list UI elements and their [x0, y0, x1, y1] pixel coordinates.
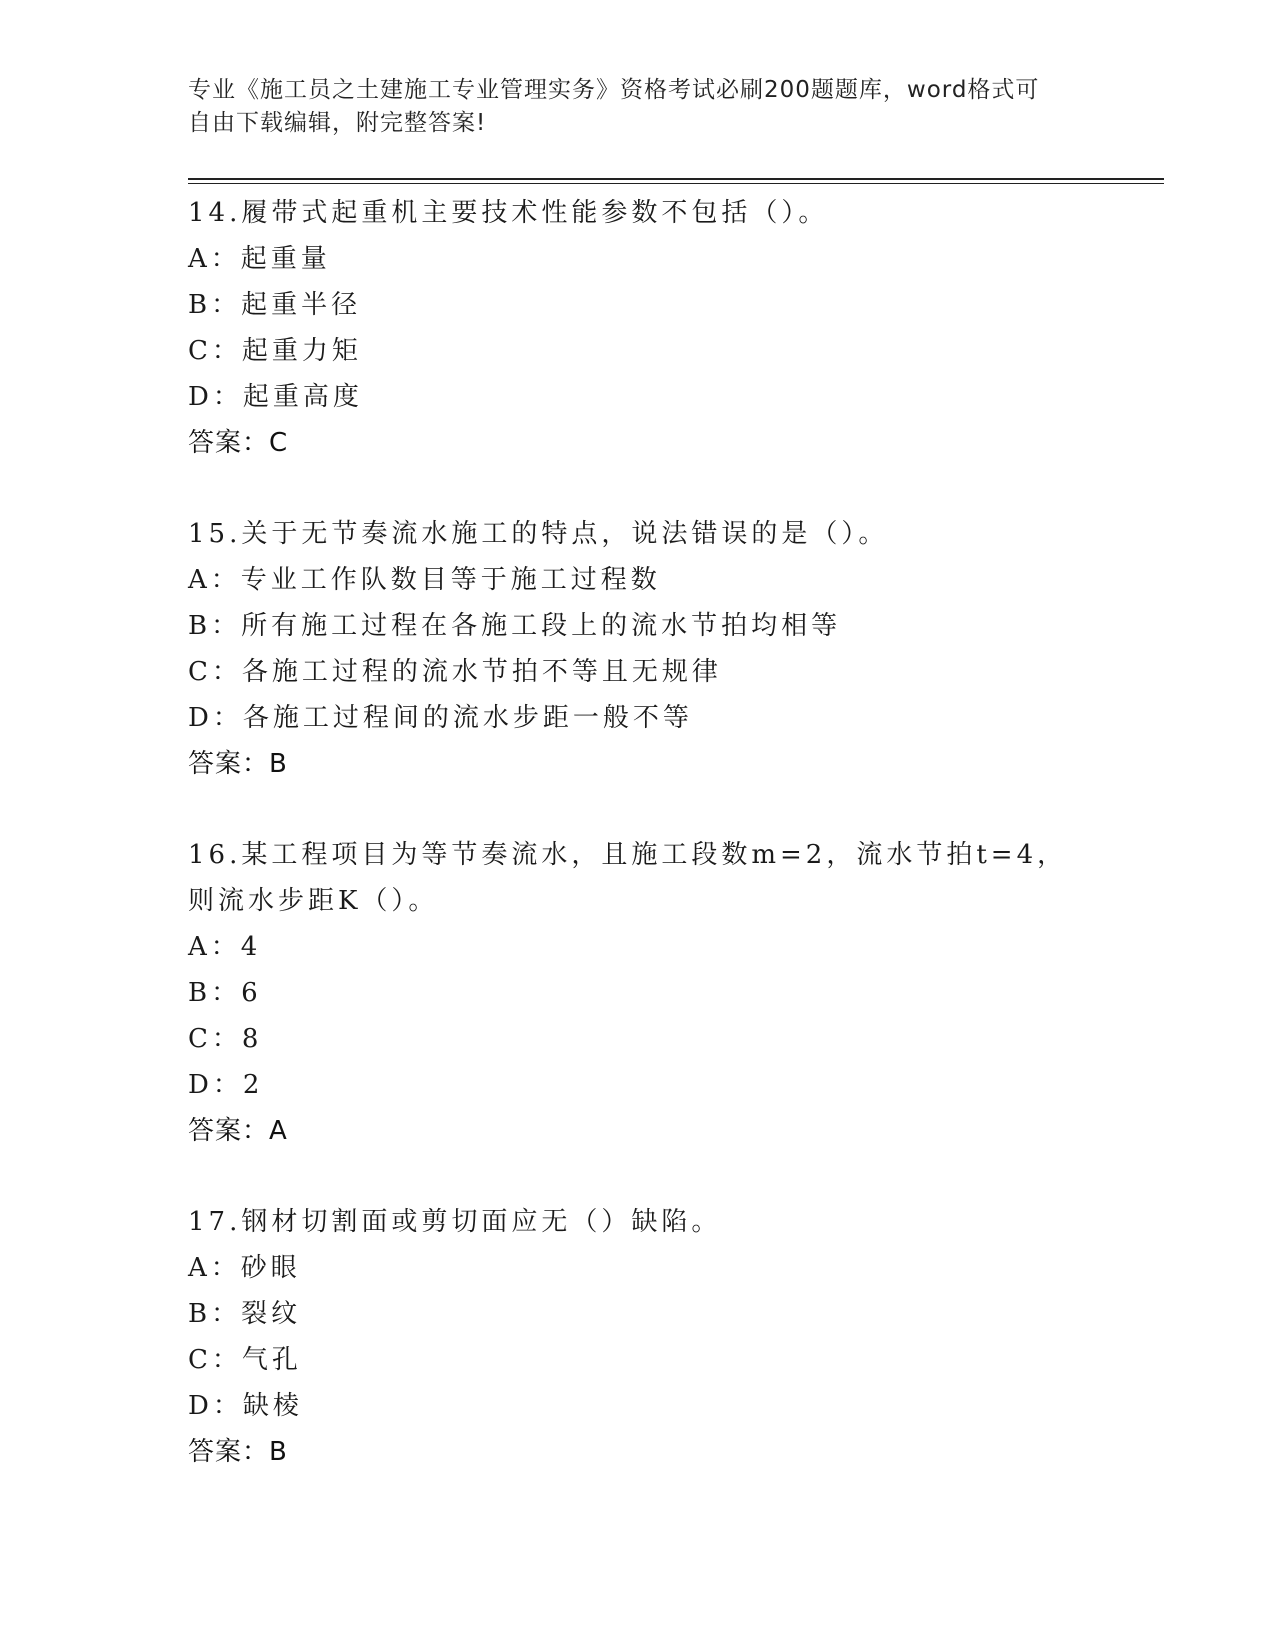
question-spacer — [188, 1154, 1088, 1199]
answer-line: 答案：B — [188, 749, 288, 779]
question-15 — [188, 511, 1088, 787]
question-17 — [188, 1199, 1088, 1475]
answer-line: 答案：A — [188, 1116, 288, 1146]
question-14 — [188, 190, 1088, 466]
question-stem: 16.某工程项目为等节奏流水，且施工段数m=2，流水节拍t=4，则流水步距K（）。 — [188, 840, 1068, 916]
document-header — [188, 74, 1078, 140]
question-stem: 17.钢材切割面或剪切面应无（）缺陷。 — [188, 1207, 722, 1237]
option-c: C：起重力矩 — [188, 336, 362, 366]
option-d: D：2 — [188, 1070, 264, 1100]
option-a: A：起重量 — [188, 244, 331, 274]
option-a: A：专业工作队数目等于施工过程数 — [188, 565, 661, 595]
question-stem: 14.履带式起重机主要技术性能参数不包括（）。 — [188, 198, 829, 228]
question-stem: 15.关于无节奏流水施工的特点，说法错误的是（）。 — [188, 519, 889, 549]
option-a: A：4 — [188, 932, 262, 962]
option-b: B：起重半径 — [188, 290, 362, 320]
option-b: B：6 — [188, 978, 262, 1008]
option-a: A：砂眼 — [188, 1253, 301, 1283]
header-divider-thin — [188, 183, 1164, 184]
header-divider — [188, 178, 1164, 180]
option-d: D：起重高度 — [188, 382, 363, 412]
answer-line: 答案：C — [188, 428, 289, 458]
option-c: C：8 — [188, 1024, 263, 1054]
header-line-1: 专业《施工员之土建施工专业管理实务》资格考试必刷200题题库，word格式可 — [188, 77, 1040, 103]
question-spacer — [188, 466, 1088, 511]
option-d: D：各施工过程间的流水步距一般不等 — [188, 703, 693, 733]
option-b: B：所有施工过程在各施工段上的流水节拍均相等 — [188, 611, 842, 641]
option-c: C：气孔 — [188, 1345, 302, 1375]
question-list — [188, 190, 1088, 1475]
header-line-2: 自由下载编辑，附完整答案! — [188, 110, 487, 136]
option-d: D：缺棱 — [188, 1391, 303, 1421]
question-spacer — [188, 787, 1088, 832]
question-16 — [188, 832, 1088, 1154]
option-b: B：裂纹 — [188, 1299, 302, 1329]
option-c: C：各施工过程的流水节拍不等且无规律 — [188, 657, 722, 687]
answer-line: 答案：B — [188, 1437, 288, 1467]
